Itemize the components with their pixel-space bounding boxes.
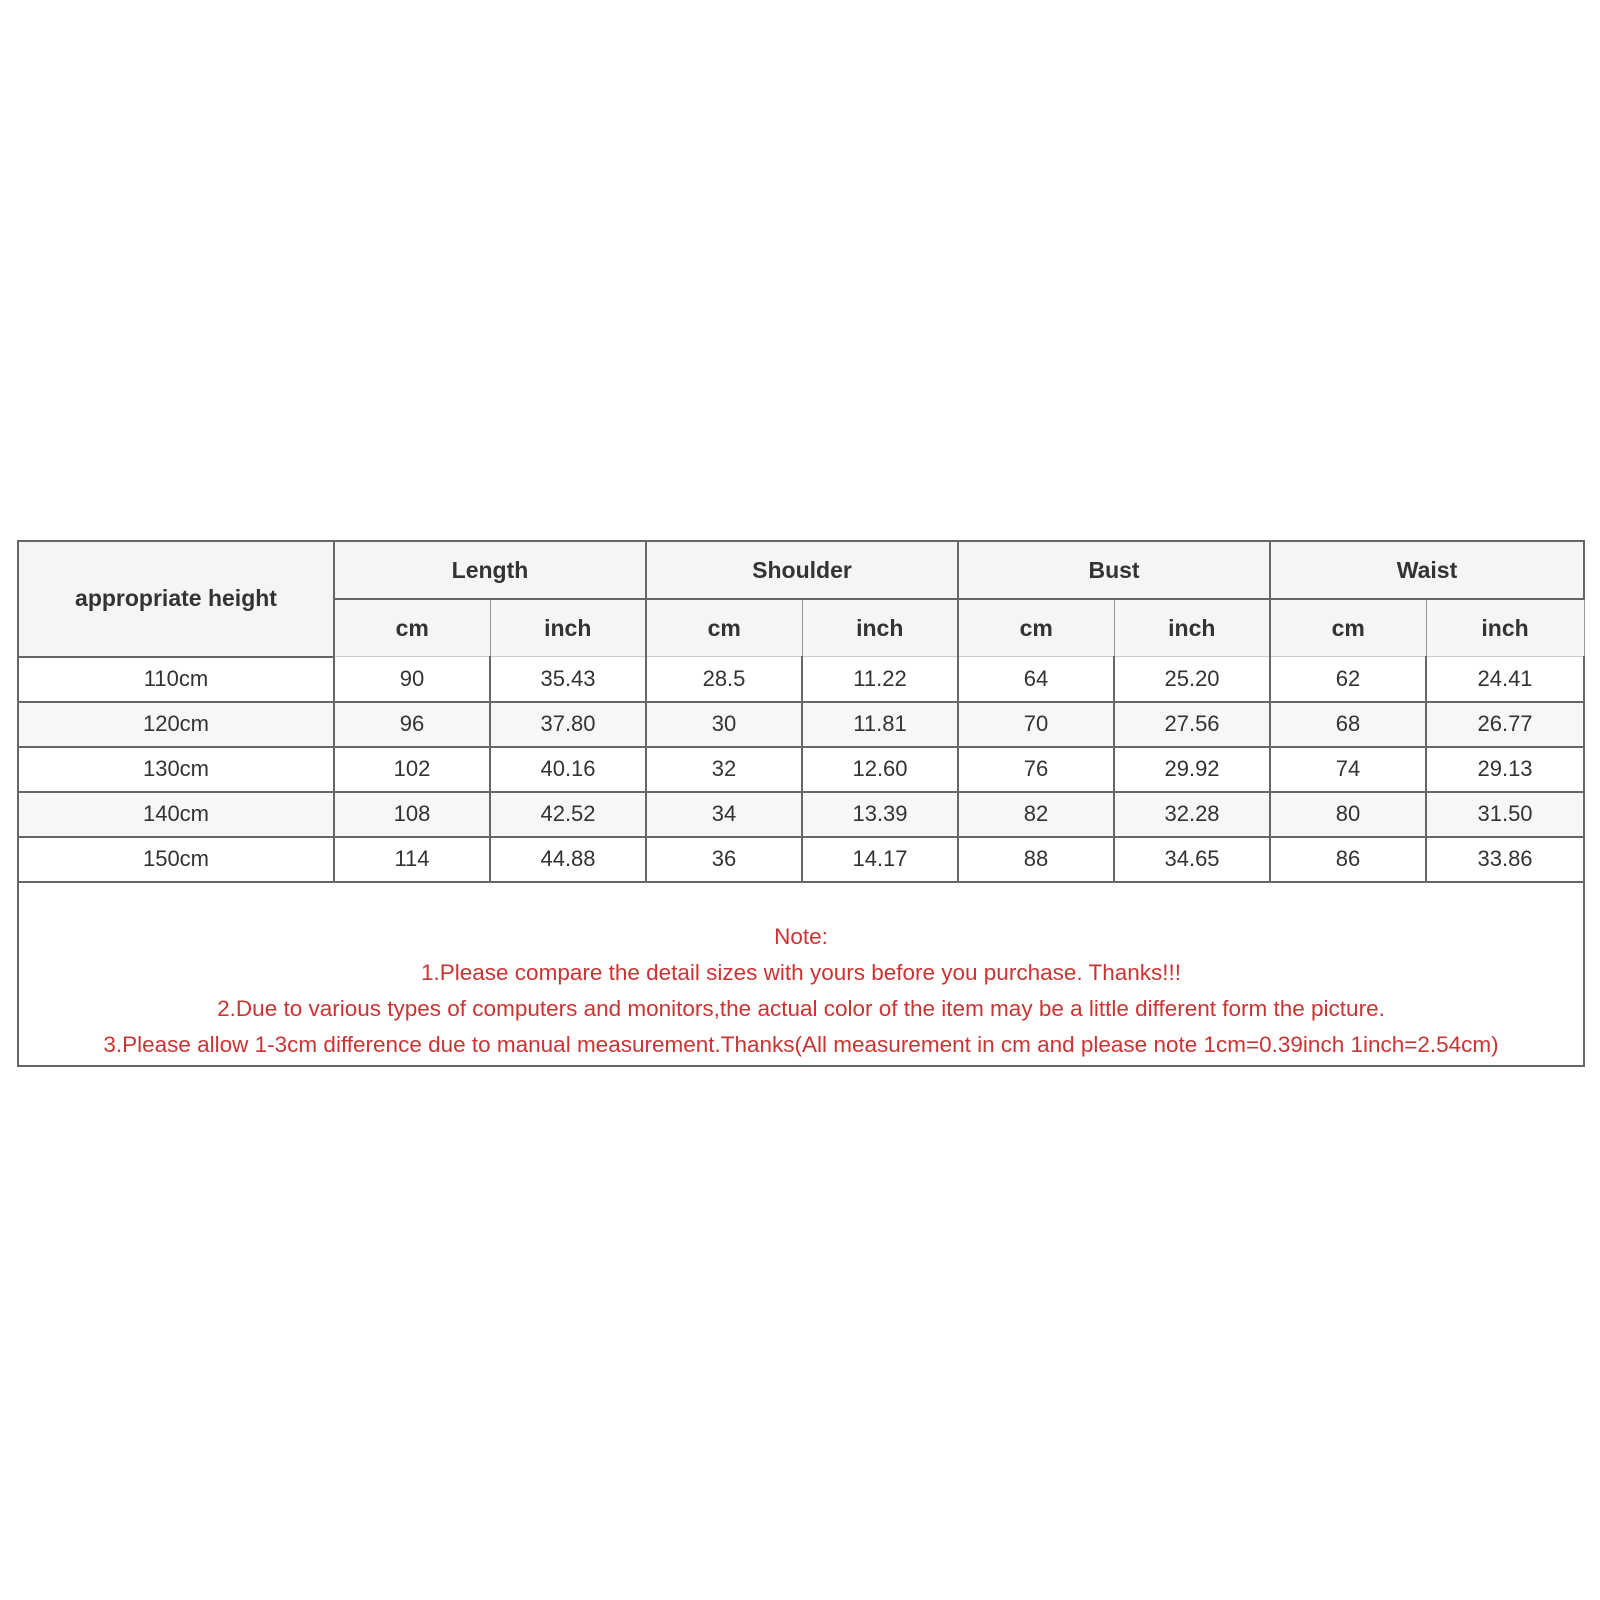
size-chart-table — [17, 540, 1585, 1067]
note-line-2: 2.Due to various types of computers and monitors,the actual color of the item may be a little different form the picture. — [217, 995, 1385, 1021]
group-header-waist: Waist — [1270, 541, 1584, 599]
height-column-header: appropriate height — [18, 541, 334, 657]
measurement-cell: 34 — [646, 792, 802, 837]
measurement-cell: 40.16 — [490, 747, 646, 792]
height-cell: 150cm — [18, 837, 334, 882]
unit-header-length-inch: inch — [490, 599, 646, 657]
table-row — [18, 792, 1584, 837]
height-cell: 110cm — [18, 657, 334, 702]
measurement-cell: 64 — [958, 657, 1114, 702]
measurement-cell: 24.41 — [1426, 657, 1584, 702]
table-row — [18, 657, 1584, 702]
measurement-cell: 74 — [1270, 747, 1426, 792]
group-header-length: Length — [334, 541, 646, 599]
measurement-cell: 88 — [958, 837, 1114, 882]
table-row — [18, 702, 1584, 747]
measurement-cell: 102 — [334, 747, 490, 792]
header-row-groups — [18, 541, 1584, 599]
measurement-cell: 28.5 — [646, 657, 802, 702]
measurement-cell: 32.28 — [1114, 792, 1270, 837]
measurement-cell: 80 — [1270, 792, 1426, 837]
unit-header-bust-cm: cm — [958, 599, 1114, 657]
height-cell: 120cm — [18, 702, 334, 747]
measurement-cell: 108 — [334, 792, 490, 837]
unit-header-waist-inch: inch — [1426, 599, 1584, 657]
measurement-cell: 27.56 — [1114, 702, 1270, 747]
unit-header-length-cm: cm — [334, 599, 490, 657]
table-row — [18, 747, 1584, 792]
note-title: Note: — [774, 923, 828, 949]
measurement-cell: 29.13 — [1426, 747, 1584, 792]
note-line-1: 1.Please compare the detail sizes with yours before you purchase. Thanks!!! — [421, 959, 1181, 985]
measurement-cell: 86 — [1270, 837, 1426, 882]
measurement-cell: 32 — [646, 747, 802, 792]
measurement-cell: 70 — [958, 702, 1114, 747]
measurement-cell: 26.77 — [1426, 702, 1584, 747]
measurement-cell: 68 — [1270, 702, 1426, 747]
measurement-cell: 11.22 — [802, 657, 958, 702]
unit-header-shoulder-cm: cm — [646, 599, 802, 657]
group-header-bust: Bust — [958, 541, 1270, 599]
measurement-cell: 33.86 — [1426, 837, 1584, 882]
measurement-cell: 37.80 — [490, 702, 646, 747]
unit-header-bust-inch: inch — [1114, 599, 1270, 657]
measurement-cell: 76 — [958, 747, 1114, 792]
measurement-cell: 14.17 — [802, 837, 958, 882]
height-cell: 130cm — [18, 747, 334, 792]
unit-header-waist-cm: cm — [1270, 599, 1426, 657]
measurement-cell: 34.65 — [1114, 837, 1270, 882]
measurement-cell: 35.43 — [490, 657, 646, 702]
measurement-cell: 96 — [334, 702, 490, 747]
measurement-cell: 30 — [646, 702, 802, 747]
measurement-cell: 82 — [958, 792, 1114, 837]
group-header-shoulder: Shoulder — [646, 541, 958, 599]
notes-row — [18, 882, 1584, 1066]
measurement-cell: 25.20 — [1114, 657, 1270, 702]
measurement-cell: 44.88 — [490, 837, 646, 882]
note-line-3: 3.Please allow 1-3cm difference due to manual measurement.Thanks(All measurement in cm and please note 1cm=0.39inch 1inch=2.54cm) — [103, 1031, 1499, 1057]
measurement-cell: 36 — [646, 837, 802, 882]
size-table-body — [18, 657, 1584, 882]
measurement-cell: 62 — [1270, 657, 1426, 702]
measurement-cell: 29.92 — [1114, 747, 1270, 792]
measurement-cell: 31.50 — [1426, 792, 1584, 837]
notes-cell — [18, 882, 1584, 1066]
measurement-cell: 12.60 — [802, 747, 958, 792]
measurement-cell: 114 — [334, 837, 490, 882]
measurement-cell: 13.39 — [802, 792, 958, 837]
height-cell: 140cm — [18, 792, 334, 837]
measurement-cell: 90 — [334, 657, 490, 702]
table-row — [18, 837, 1584, 882]
measurement-cell: 42.52 — [490, 792, 646, 837]
measurement-cell: 11.81 — [802, 702, 958, 747]
unit-header-shoulder-inch: inch — [802, 599, 958, 657]
